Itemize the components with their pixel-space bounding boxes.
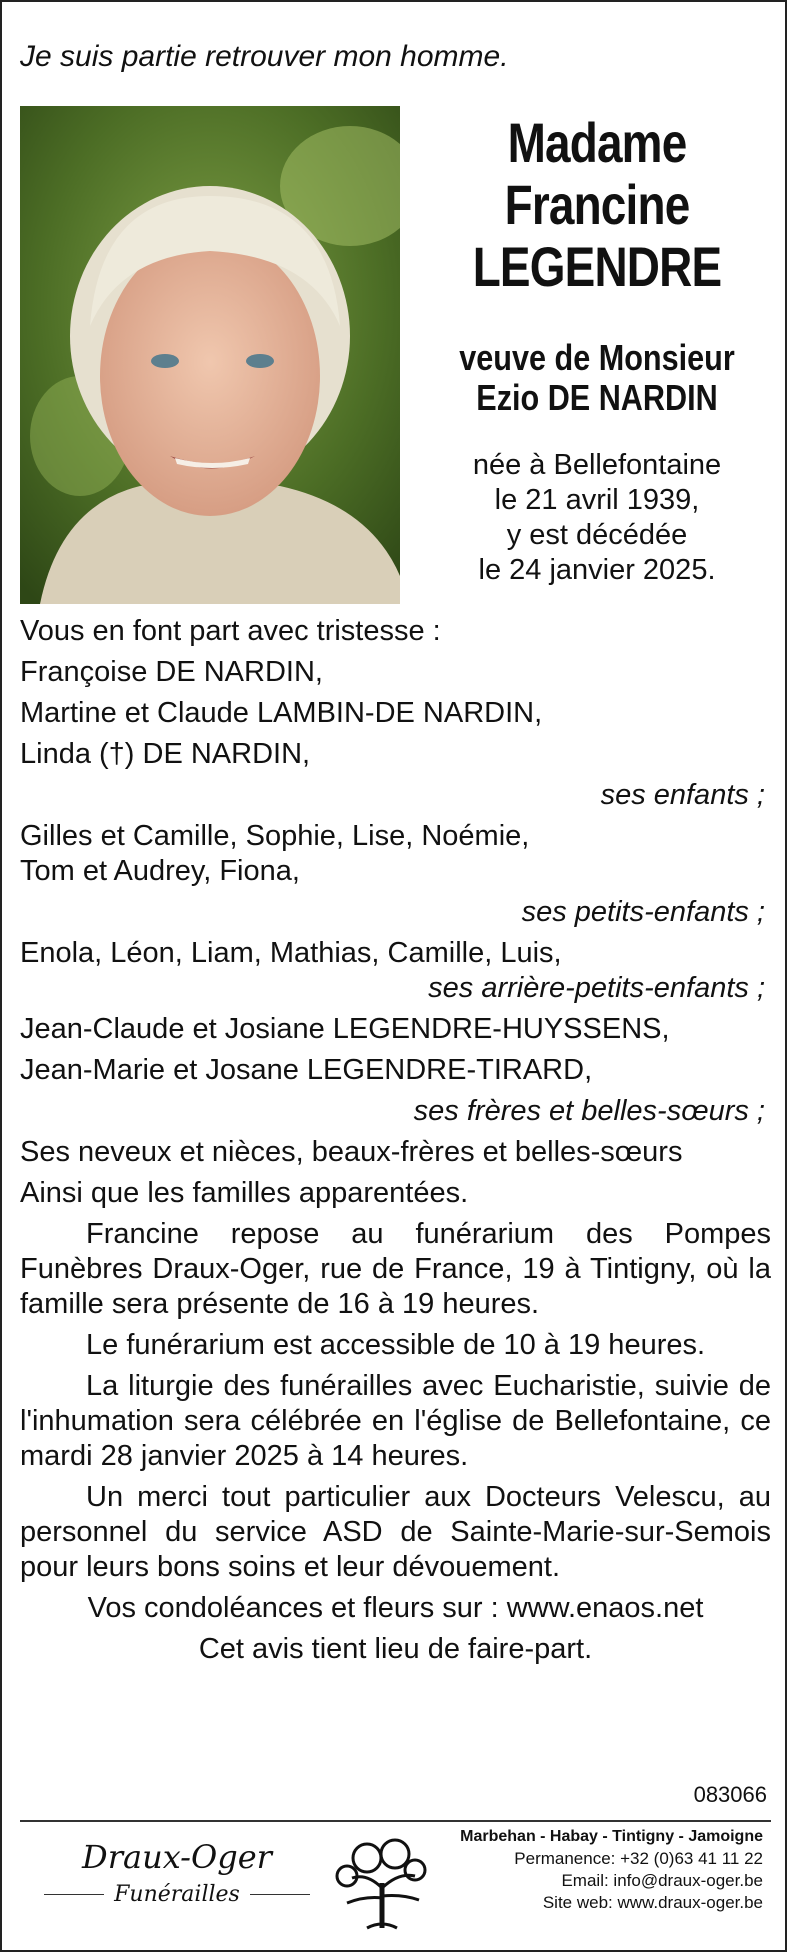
birth-line-4: le 24 janvier 2025.: [478, 554, 716, 586]
child-line: Linda (†) DE NARDIN,: [20, 738, 311, 770]
child-line: Françoise DE NARDIN,: [20, 656, 323, 688]
widow-line-1: veuve de Monsieur: [459, 337, 735, 378]
relatives-line: Ses neveux et nièces, beaux-frères et belles-sœurs: [20, 1136, 683, 1168]
name-first: Francine: [504, 173, 690, 236]
tree-icon: [327, 1828, 437, 1938]
funeral-home-logo: [32, 1838, 322, 1907]
child-line: Martine et Claude LAMBIN-DE NARDIN,: [20, 697, 543, 729]
widow-of: [440, 338, 755, 418]
name-title: Madame: [507, 111, 687, 174]
deceased-name-block: [412, 112, 782, 588]
access-paragraph: Le funérarium est accessible de 10 à 19 heures.: [86, 1329, 706, 1361]
divider-dash: [44, 1894, 104, 1895]
brand-name: Draux-Oger: [82, 1838, 272, 1876]
notice-line: Cet avis tient lieu de faire-part.: [198, 1633, 593, 1665]
condolences-line: Vos condoléances et fleurs sur : www.enaos.net: [87, 1592, 704, 1624]
reference-number: 083066: [693, 1782, 767, 1807]
great-grandchild-line: Enola, Léon, Liam, Mathias, Camille, Luis,: [20, 937, 562, 969]
announce-line: Vous en font part avec tristesse :: [20, 615, 441, 647]
children-label: ses enfants ;: [600, 779, 765, 811]
grandchild-line: Gilles et Camille, Sophie, Lise, Noémie,: [20, 820, 530, 852]
name-last: LEGENDRE: [472, 235, 722, 298]
brand-subtitle: Funérailles: [114, 1882, 240, 1907]
obituary-body: [20, 614, 771, 1667]
thanks-paragraph: Un merci tout particulier aux Docteurs Velescu, au personnel du service ASD de Sainte-Marie-sur-Semois pour leurs bons soins et leur dévouement.: [20, 1481, 771, 1583]
birth-line-1: née à Bellefontaine: [472, 449, 722, 481]
footer-divider: [20, 1820, 771, 1822]
towns-line: Marbehan - Habay - Tintigny - Jamoigne: [460, 1828, 763, 1845]
liturgy-paragraph: La liturgie des funérailles avec Eucharistie, suivie de l'inhumation sera célébrée en l'église de Bellefontaine, ce mardi 28 janvier 2025 à 14 heures.: [20, 1370, 771, 1472]
email-line: Email: info@draux-oger.be: [561, 1871, 763, 1890]
great-grandchildren-label: ses arrière-petits-enfants ;: [428, 972, 765, 1004]
divider-dash: [250, 1894, 310, 1895]
siblings-label: ses frères et belles-sœurs ;: [413, 1095, 765, 1127]
funeral-home-contact: [423, 1826, 763, 1914]
grandchild-line: Tom et Audrey, Fiona,: [20, 855, 300, 887]
sibling-line: Jean-Marie et Josane LEGENDRE-TIRARD,: [20, 1054, 593, 1086]
portrait-photo: [20, 106, 400, 604]
sibling-line: Jean-Claude et Josiane LEGENDRE-HUYSSENS,: [20, 1013, 670, 1045]
phone-line: Permanence: +32 (0)63 41 11 22: [514, 1849, 763, 1868]
birth-line-2: le 21 avril 1939,: [494, 484, 700, 516]
grandchildren-label: ses petits-enfants ;: [521, 896, 765, 928]
funerarium-paragraph: Francine repose au funérarium des Pompes Funèbres Draux-Oger, rue de France, 19 à Tintigny, où la famille sera présente de 16 à 19 heures.: [20, 1218, 771, 1320]
birth-death-info: [412, 448, 782, 588]
brand-subtitle-row: [32, 1882, 322, 1907]
opening-quote: Je suis partie retrouver mon homme.: [20, 40, 509, 73]
relatives-line: Ainsi que les familles apparentées.: [20, 1177, 469, 1209]
website-line: Site web: www.draux-oger.be: [542, 1893, 763, 1912]
birth-line-3: y est décédée: [506, 519, 688, 551]
widow-line-2: Ezio DE NARDIN: [476, 377, 718, 418]
